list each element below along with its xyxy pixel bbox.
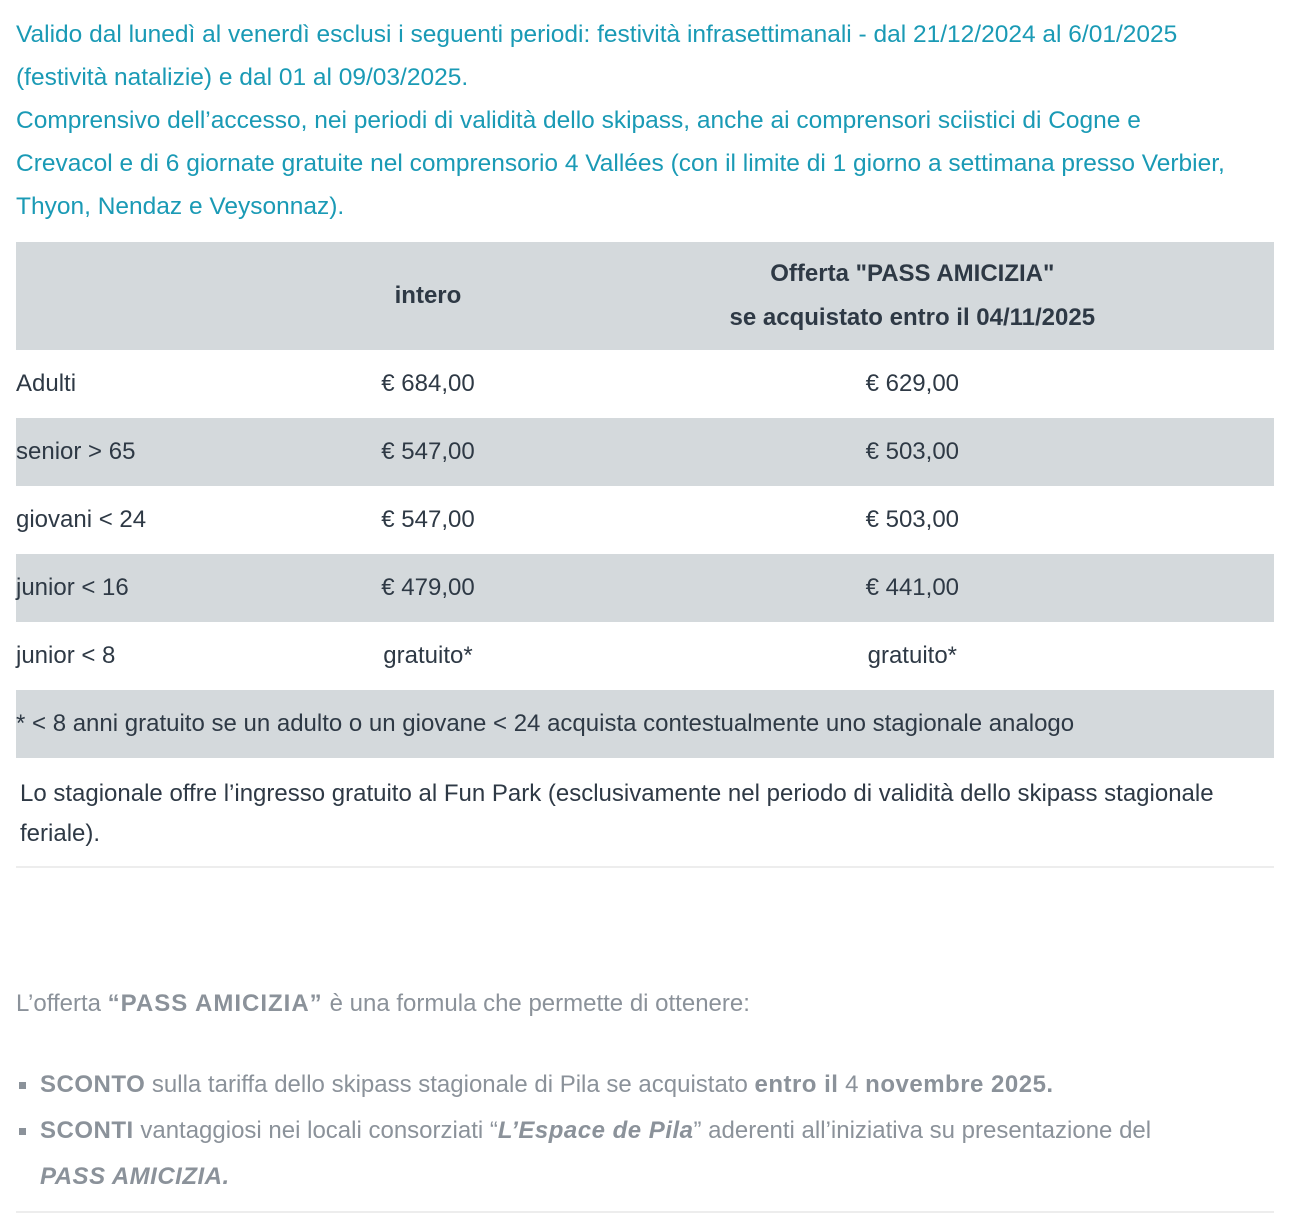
row-price-intero: € 547,00: [381, 506, 475, 533]
table-row-junior16: [16, 554, 1274, 622]
benefit-sconto-item: [16, 1062, 1196, 1108]
row-label: senior > 65: [16, 438, 136, 465]
heading-bold: “PASS AMICIZIA”: [107, 990, 323, 1017]
benefit2-text2: ” aderenti all’iniziativa su presentazione del: [693, 1117, 1152, 1144]
benefit1-text2: 4: [838, 1071, 866, 1098]
header-intero-cell: intero: [305, 242, 550, 350]
header-offerta-line2: se acquistato entro il 04/11/2025: [729, 304, 1096, 331]
row-price-offerta: € 503,00: [865, 438, 960, 465]
validity-paragraph-1: Valido dal lunedì al venerdì esclusi i seguenti periodi: festività infrasettimanali - dal 21/12/2024 al 6/01/2025 (festività natalizie) e dal 01 al 09/03/2025.: [16, 21, 1178, 91]
validity-paragraph-2: Comprensivo dell’accesso, nei periodi di validità dello skipass, anche ai comprensori sciistici di Cogne e Crevacol e di 6 giornate gratuite nel comprensorio 4 Vallées (con il limite di 1 giorno a settimana presso Verbier, Thyon, Nendaz e Veysonnaz).: [16, 107, 1225, 220]
header-offerta-line1: Offerta "PASS AMICIZIA": [770, 260, 1055, 287]
heading-prefix: L’offerta: [16, 990, 108, 1017]
funpark-note-text: Lo stagionale offre l’ingresso gratuito al Fun Park (esclusivamente nel periodo di validità dello skipass stagionale feriale).: [20, 780, 1214, 847]
row-price-offerta: € 441,00: [865, 574, 960, 601]
table-row-senior: [16, 418, 1274, 486]
row-label: Adulti: [16, 370, 77, 397]
pricing-table-header-row: [16, 242, 1274, 350]
row-price-intero: € 684,00: [381, 370, 475, 397]
row-label: giovani < 24: [16, 506, 147, 533]
header-category-cell: [16, 242, 305, 350]
benefit-sconti-item: [16, 1108, 1196, 1200]
pricing-table: [16, 242, 1274, 758]
benefit2-text1: vantaggiosi nei locali consorziati “: [133, 1117, 498, 1144]
header-offerta-cell: [551, 242, 1274, 350]
benefit1-text1: sulla tariffa dello skipass stagionale di Pila se acquistato: [145, 1071, 755, 1098]
benefit2-bolditalic2: PASS AMICIZIA.: [40, 1163, 230, 1190]
row-label: junior < 8: [16, 642, 116, 669]
row-label: junior < 16: [16, 574, 129, 601]
row-price-intero: gratuito*: [383, 642, 473, 669]
offer-benefits-list: [16, 1062, 1274, 1200]
funpark-note: [16, 758, 1274, 868]
benefit1-bold2: entro il: [754, 1071, 839, 1098]
table-row-junior8: [16, 622, 1274, 690]
row-price-intero: € 479,00: [381, 574, 475, 601]
table-row-giovani: [16, 486, 1274, 554]
table-row-adulti: [16, 350, 1274, 418]
benefit1-bold3: novembre 2025.: [865, 1071, 1054, 1098]
benefit2-bolditalic1: L’Espace de Pila: [497, 1117, 694, 1144]
row-price-offerta: gratuito*: [867, 642, 957, 669]
pass-amicizia-heading: [16, 986, 1274, 1022]
benefit1-bold1: SCONTO: [40, 1071, 146, 1098]
footnote-text: * < 8 anni gratuito se un adulto o un giovane < 24 acquista contestualmente uno stagionale analogo: [16, 690, 1274, 758]
benefit2-bold1: SCONTI: [40, 1117, 134, 1144]
heading-suffix: è una formula che permette di ottenere:: [329, 990, 750, 1017]
table-footnote-row: [16, 690, 1274, 758]
pass-amicizia-section: [16, 986, 1274, 1200]
validity-intro: [16, 0, 1231, 228]
row-price-intero: € 547,00: [381, 438, 475, 465]
row-price-offerta: € 503,00: [865, 506, 960, 533]
row-price-offerta: € 629,00: [865, 370, 960, 397]
